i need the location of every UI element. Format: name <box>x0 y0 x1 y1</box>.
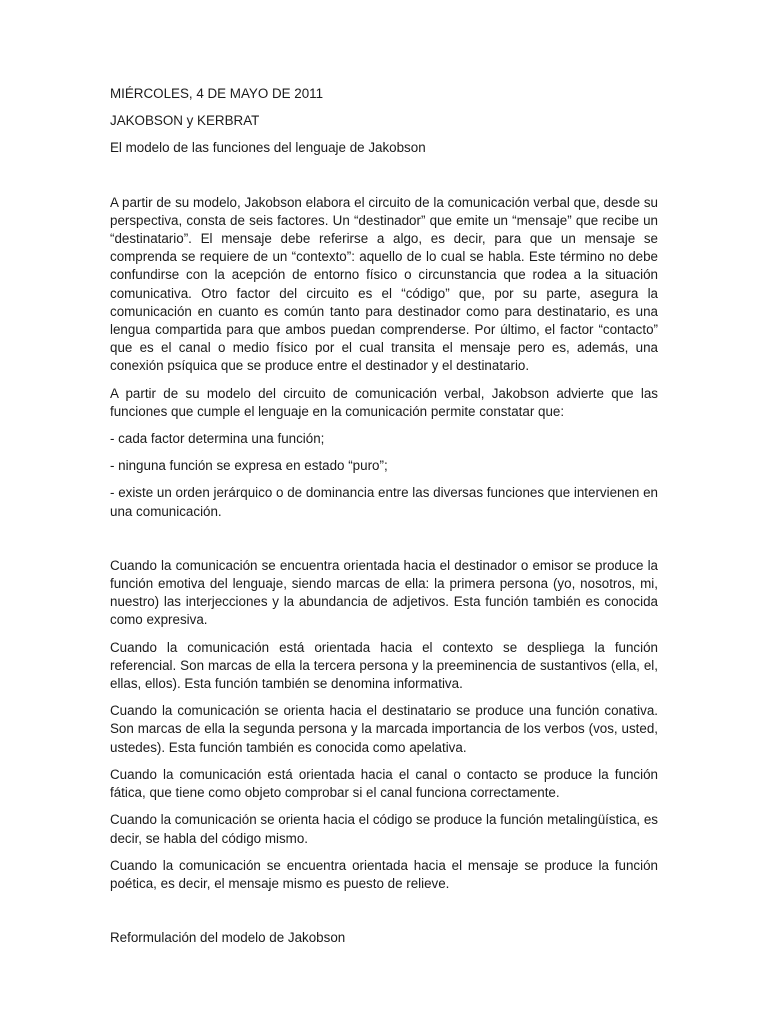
paragraph-fatica: Cuando la comunicación está orientada hacia el canal o contacto se produce la función fática, que tiene como objeto comprobar si el canal funciona correctamente. <box>110 766 658 801</box>
post-title: JAKOBSON y KERBRAT <box>110 113 260 129</box>
document-page <box>110 85 658 947</box>
list-item-pure: - ninguna función se expresa en estado “puro”; <box>110 458 388 474</box>
paragraph-referencial: Cuando la comunicación está orientada hacia el contexto se despliega la función referencial. Son marcas de ella la tercera persona y la preeminencia de sustantivos (ella, el, ellas, ellos). Esta función también se denomina informativa. <box>110 639 658 692</box>
paragraph-circuit: A partir de su modelo, Jakobson elabora el circuito de la comunicación verbal que, desde su perspectiva, consta de seis factores. Un “destinador” que emite un “mensaje” que recibe un “destinatario”. El mensaje debe referirse a algo, es decir, para que un mensaje se comprenda se requiere de un “contexto”: aquello de lo cual se habla. Este término no debe confundirse con la acepción de entorno físico o circunstancia que rodea a la situación comunicativa. Otro factor del circuito es el “código” que, por su parte, asegura la comunicación en cuanto es común tanto para destinador como para destinatario, es una lengua compartida para que ambos puedan comprenderse. Por último, el factor “contacto” que es el canal o medio físico por el cual transita el mensaje pero es, además, una conexión psíquica que se produce entre el destinador y el destinatario. <box>110 194 658 374</box>
paragraph-metalinguistica: Cuando la comunicación se orienta hacia el código se produce la función metalingüística, es decir, se habla del código mismo. <box>110 812 658 846</box>
list-item-hierarchy: - existe un orden jerárquico o de dominancia entre las diversas funciones que intervienen en una comunicación. <box>110 485 658 519</box>
paragraph-emotiva: Cuando la comunicación se encuentra orientada hacia el destinador o emisor se produce la función emotiva del lenguaje, siendo marcas de ella: la primera persona (yo, nosotros, mi, nuestro) las interjecciones y la abundancia de adjetivos. Esta función también es conocida como expresiva. <box>110 557 658 628</box>
post-date: MIÉRCOLES, 4 DE MAYO DE 2011 <box>110 86 324 101</box>
paragraph-functions-intro: A partir de su modelo del circuito de comunicación verbal, Jakobson advierte que las funciones que cumple el lenguaje en la comunicación permite constatar que: <box>110 385 658 419</box>
paragraph-conativa: Cuando la comunicación se orienta hacia el destinatario se produce una función conativa. Son marcas de ella la segunda persona y la marcada importancia de los verbos (vos, usted, ustedes). Esta función también es conocida como apelativa. <box>110 703 658 755</box>
section-heading: Reformulación del modelo de Jakobson <box>110 930 346 946</box>
paragraph-poetica: Cuando la comunicación se encuentra orientada hacia el mensaje se produce la función poética, es decir, el mensaje mismo es puesto de relieve. <box>110 857 658 891</box>
list-item-factor: - cada factor determina una función; <box>110 431 325 447</box>
post-subtitle: El modelo de las funciones del lenguaje de Jakobson <box>110 140 426 156</box>
